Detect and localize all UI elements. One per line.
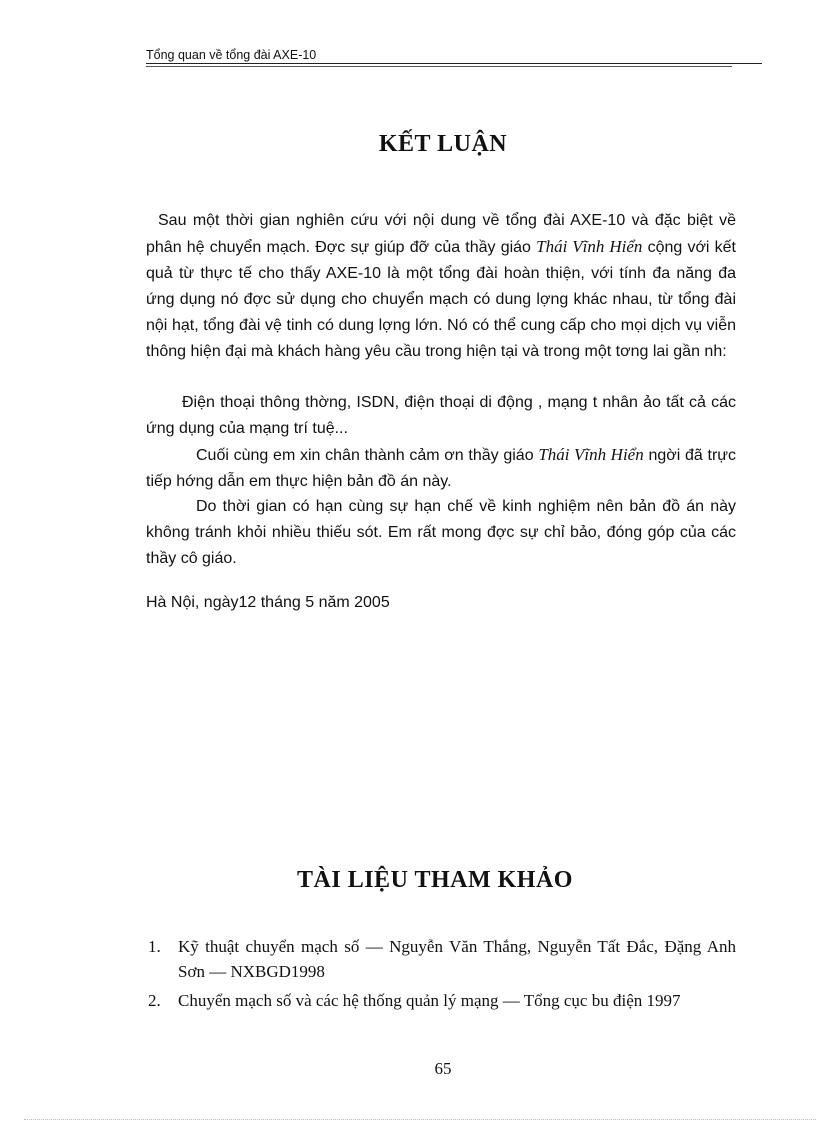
reference-item	[146, 988, 736, 1013]
header-rule	[146, 66, 732, 67]
reference-list	[146, 934, 736, 1017]
conclusion-paragraph-4: Do thời gian có hạn cùng sự hạn chế về kinh nghiệm nên bản đồ án này không tránh khỏi nhiều thiếu sót. Em rất mong đợc sự chỉ bảo, đóng góp của các thầy cô giáo.	[146, 498, 736, 567]
date-line: Hà Nội, ngày12 tháng 5 năm 2005	[146, 594, 390, 611]
advisor-name: Thái Vĩnh Hiển	[536, 237, 643, 256]
conclusion-paragraph-2: Điện thoại thông thờng, ISDN, điện thoại di động , mạng t nhân ảo tất cả các ứng dụng của mạng trí tuệ...	[146, 394, 736, 437]
footer-rule	[24, 1119, 816, 1120]
reference-text: Kỹ thuật chuyển mạch số — Nguyễn Văn Thắng, Nguyễn Tất Đắc, Đặng Anh Sơn — NXBGD1998	[178, 937, 736, 981]
running-header: Tổng quan về tổng đài AXE-10	[146, 48, 762, 64]
reference-number: 1.	[148, 937, 161, 956]
p3-text-b: ngời đã trực tiếp hớng dẫn em thực hiện bản đồ án này.	[146, 447, 737, 490]
conclusion-paragraph-1	[146, 208, 736, 365]
reference-number: 2.	[148, 991, 161, 1010]
page-number: 65	[434, 1059, 452, 1078]
reference-item	[146, 934, 736, 984]
p3-text-a: Cuối cùng em xin chân thành cảm ơn thầy giáo	[196, 447, 539, 464]
advisor-name-2: Thái Vĩnh Hiển	[538, 445, 644, 464]
p1-text-b: cộng với kết quả từ thực tế cho thấy AXE-10 là một tổng đài hoàn thiện, với tính đa năng đa ứng dụng nó đợc sử dụng cho chuyển mạch có dung lợng khác nhau, từ tổng đài nội hạt, tổng đài vệ tinh có dung lợng lớn. Nó có thể cung cấp cho mọi dịch vụ viễn thông hiện đại mà khách hàng yêu cầu trong hiện tại và trong một tơng lai gần nh:	[146, 239, 737, 360]
reference-text: Chuyển mạch số và các hệ thống quản lý mạng — Tổng cục bu điện 1997	[178, 991, 681, 1010]
p1-text-a: Sau một thời gian nghiên cứu với nội dung về tổng đài AXE-10 và đặc biệt về phân hệ chuyển mạch. Đợc sự giúp đỡ của thầy giáo	[146, 212, 736, 256]
conclusion-heading: KẾT LUẬN	[378, 131, 508, 157]
references-heading: TÀI LIỆU THAM KHẢO	[297, 867, 573, 893]
conclusion-paragraph-3	[146, 442, 736, 495]
